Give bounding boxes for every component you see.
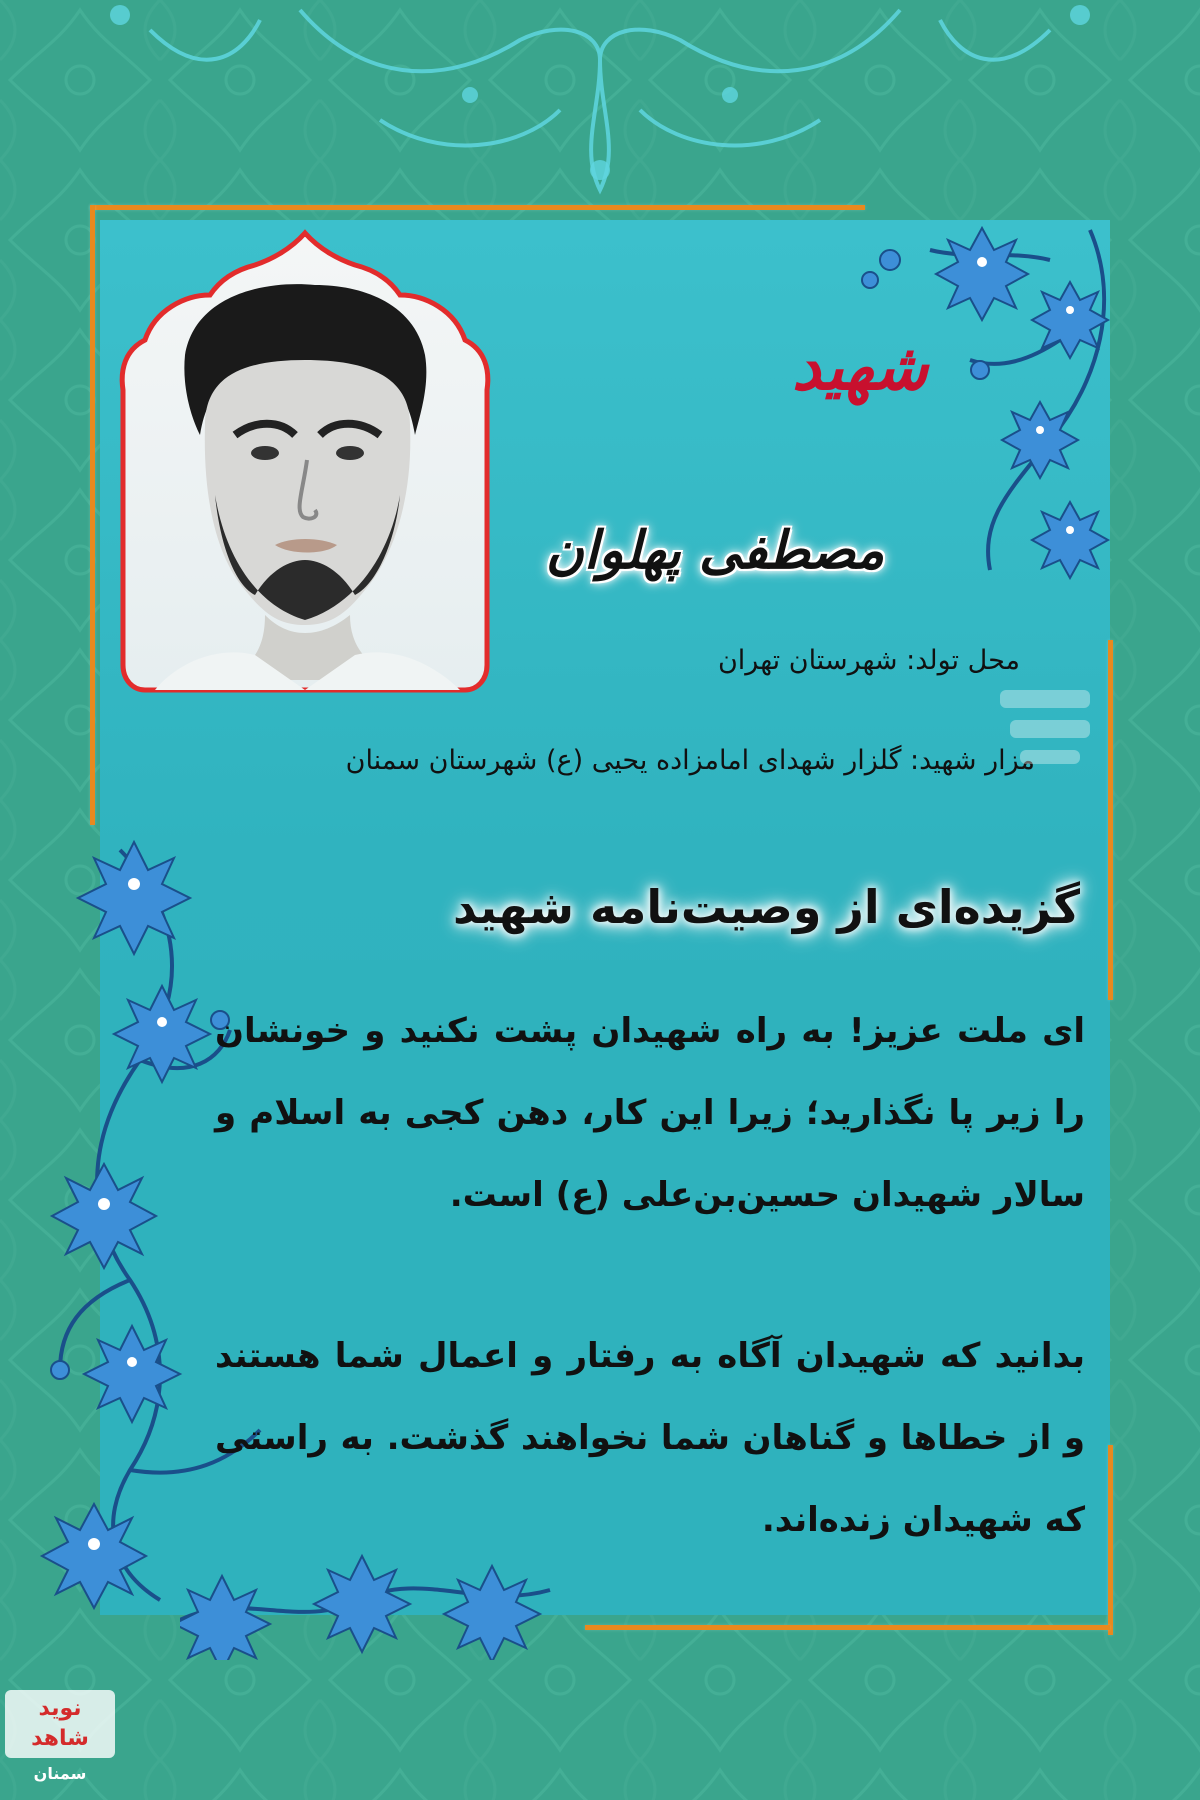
frame-right-line <box>1108 640 1113 1000</box>
martyr-title-label: شهید <box>791 330 929 405</box>
will-paragraph-2: بدانید که شهیدان آگاه به رفتار و اعمال شما هستند و از خطاها و گناهان شما نخواهند گذشت. به راستی که شهیدان زنده‌اند. <box>215 1336 1085 1540</box>
portrait <box>115 225 495 705</box>
watermark-logo-text: نوید شاهد <box>5 1690 115 1758</box>
frame-bottom-line <box>585 1625 1110 1630</box>
frame-left-line <box>90 205 95 825</box>
burial-place-text: مزار شهید: گلزار شهدای امامزاده یحیی (ع) شهرستان سمنان <box>345 745 1035 776</box>
watermark-logo-bottom-left <box>5 1690 115 1790</box>
watermark-city-text: سمنان <box>33 1764 87 1783</box>
martyr-name: مصطفی پهلوان <box>545 520 885 581</box>
watermark-logo-right <box>990 670 1100 790</box>
top-ornament <box>0 0 1200 200</box>
birthplace-text: محل تولد: شهرستان تهران <box>717 645 1020 676</box>
section-title: گزیده‌ای از وصیت‌نامه شهید <box>453 880 1080 934</box>
will-paragraph-1: ای ملت عزیز! به راه شهیدان پشت نکنید و خونشان را زیر پا نگذارید؛ زیرا این کار، دهن کجی به اسلام و سالار شهیدان حسین‌بن‌علی (ع) است. <box>215 1011 1085 1215</box>
frame-top-line <box>90 205 865 210</box>
frame-right-lower-line <box>1108 1445 1113 1635</box>
